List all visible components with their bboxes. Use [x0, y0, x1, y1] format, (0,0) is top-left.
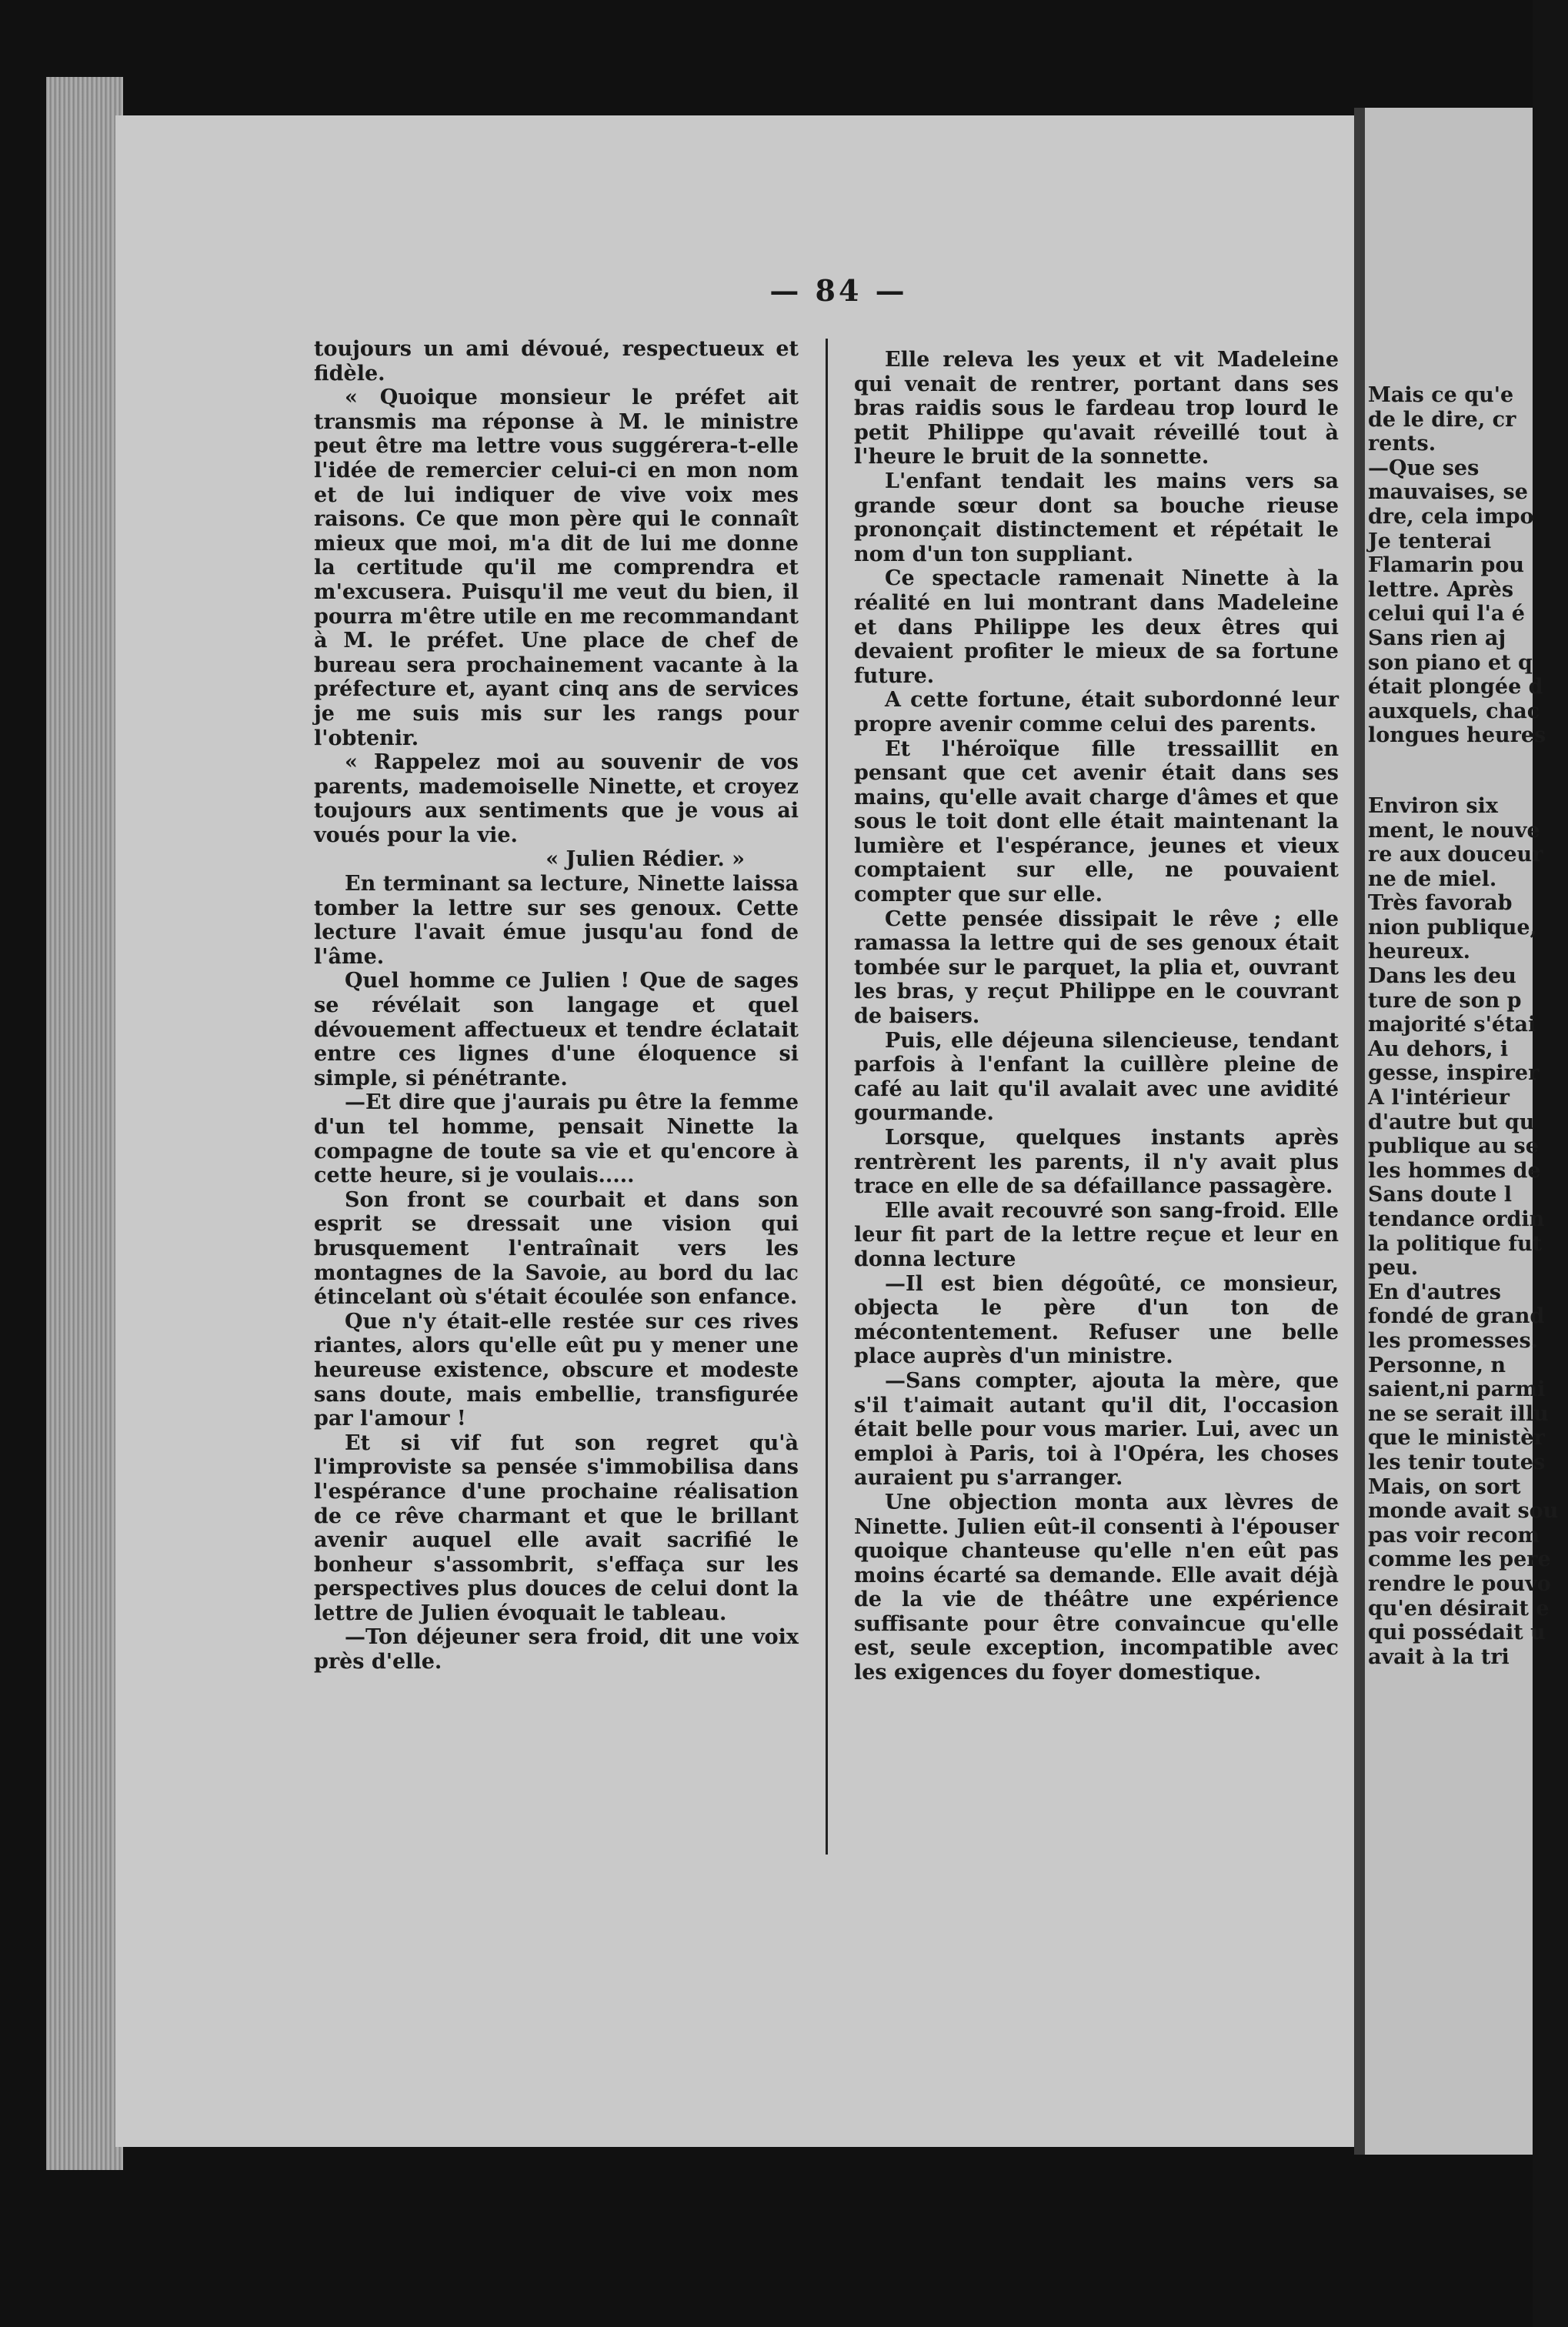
text-line: ture de son p	[1368, 988, 1522, 1013]
text-line: A l'intérieur	[1368, 1086, 1510, 1110]
text-line: celui qui l'a é	[1368, 602, 1525, 626]
paragraph: Son front se courbait et dans son esprit se dressait une vision qui brusquement l'entraînait vers les montagnes de la Savoie, au bord du lac étincelant où s'était écoulée son enfance.	[314, 1187, 799, 1310]
text-line: les promesses.	[1368, 1328, 1539, 1353]
book-gutter	[1354, 108, 1365, 2155]
text-line: les hommes de	[1368, 1158, 1541, 1183]
column-rule	[826, 339, 828, 1855]
paragraph: Et si vif fut son regret qu'à l'improviste sa pensée s'immobilisa dans l'espérance d'une prochaine réalisation de ce rêve charmant et que le brillant avenir auquel elle avait sacrifié le bonheur s'assombrit, s'effaça sur les perspectives plus douces de celui dont la lettre de Julien évoquait le tableau.	[314, 1431, 799, 1625]
text-line: avait à la tri	[1368, 1644, 1510, 1669]
paragraph: Et l'héroïque fille tressaillit en pensant que cet avenir était dans ses mains, qu'elle avait charge d'âmes et que sous le toit dont elle était maintenant la lumière et l'espérance, jeunes et vieux comptaient sur elle, ne pouvaient compter que sur elle.	[854, 736, 1339, 907]
text-line: heureux.	[1368, 940, 1470, 964]
paragraph: « Rappelez moi au souvenir de vos parents, mademoiselle Ninette, et croyez toujours aux sentiments que je vous ai voués pour la vie.	[314, 750, 799, 847]
paragraph: —Il est bien dégoûté, ce monsieur, objecta le père d'un ton de mécontentement. Refuser une belle place auprès d'un ministre.	[854, 1271, 1339, 1369]
text-line: qui possédait u	[1368, 1621, 1546, 1645]
text-line: rents.	[1368, 432, 1436, 456]
left-column	[314, 337, 799, 1674]
text-line: —Que ses	[1368, 456, 1480, 480]
paragraph: « Julien Rédier. »	[545, 847, 745, 872]
text-line: nion publique,	[1368, 915, 1537, 940]
text-line: Environ six	[1368, 793, 1498, 818]
paragraph: Puis, elle déjeuna silencieuse, tendant parfois à l'enfant la cuillère pleine de café au lait qu'il avalait avec une avidité gourmande.	[854, 1028, 1339, 1126]
paragraph: En terminant sa lecture, Ninette laissa tomber la lettre sur ses genoux. Cette lecture l'avait émue jusqu'au fond de l'âme.	[314, 872, 799, 969]
paragraph: Ce spectacle ramenait Ninette à la réalité en lui montrant dans Madeleine et dans Philippe les deux êtres qui devaient profiter le mieux de sa fortune future.	[854, 566, 1339, 688]
paragraph: —Sans compter, ajouta la mère, que s'il t'aimait autant qu'il dit, l'occasion était belle pour vous marier. Lui, avec un emploi à Paris, toi à l'Opéra, les choses auraient pu s'arranger.	[854, 1368, 1339, 1491]
text-line: comme les pere	[1368, 1547, 1551, 1572]
text-line: Mais, on sort	[1368, 1474, 1521, 1499]
text-line: d'autre but qu	[1368, 1110, 1535, 1134]
text-line: re aux douceur	[1368, 843, 1543, 867]
text-line: tendance ordin	[1368, 1207, 1545, 1231]
text-line: ment, le nouve	[1368, 818, 1540, 843]
paragraph: Une objection monta aux lèvres de Ninette. Julien eût-il consenti à l'épouser quoique chanteuse qu'elle n'en eût pas moins écarté sa demande. Elle avait déjà de la vie de théâtre une expérience suffisante pour être convaincue qu'elle est, seule exception, incompatible avec les exigences du foyer domestique.	[854, 1490, 1339, 1685]
text-line: fondé de grand	[1368, 1304, 1545, 1329]
text-line: qu'en désirait e	[1368, 1596, 1550, 1621]
text-line: Sans doute l	[1368, 1183, 1513, 1207]
text-line: la politique fut	[1368, 1231, 1543, 1256]
text-line: publique au se	[1368, 1134, 1539, 1159]
text-line: Personne, n	[1368, 1353, 1506, 1377]
text-line: peu.	[1368, 1256, 1419, 1280]
right-page	[1365, 108, 1559, 2155]
text-line: pas voir recom	[1368, 1523, 1540, 1547]
page-number: — 84 —	[769, 273, 908, 308]
text-line: les tenir toutes	[1368, 1450, 1546, 1474]
text-line: longues heures	[1368, 723, 1546, 748]
text-line: Au dehors, i	[1368, 1037, 1509, 1061]
text-line: Flamarin pou	[1368, 553, 1525, 578]
text-line: lettre. Après	[1368, 577, 1514, 602]
paragraph: Elle avait recouvré son sang-froid. Elle leur fit part de la lettre reçue et leur en donna lecture	[854, 1198, 1339, 1271]
right-column-top	[1368, 383, 1568, 748]
paragraph: toujours un ami dévoué, respectueux et fidèle.	[314, 337, 799, 386]
right-column-bottom	[1368, 794, 1568, 1669]
text-line: monde avait sou	[1368, 1499, 1559, 1524]
paragraph: Cette pensée dissipait le rêve ; elle ramassa la lettre qui de ses genoux était tombée sur le parquet, la plia et, ouvrant les bras, y reçut Philippe en le couvrant de baisers.	[854, 906, 1339, 1029]
text-line: auxquels, chac	[1368, 699, 1540, 723]
text-line: rendre le pouvo	[1368, 1571, 1551, 1596]
paragraph: Lorsque, quelques instants après rentrèrent les parents, il n'y avait plus trace en elle de sa défaillance passagère.	[854, 1126, 1339, 1199]
page-edges	[46, 77, 123, 2170]
text-line: saient,ni parmi	[1368, 1377, 1546, 1402]
text-line: Très favorab	[1368, 891, 1513, 916]
middle-column	[854, 348, 1339, 1685]
text-line: ne se serait illu	[1368, 1401, 1549, 1426]
text-line: Sans rien aj	[1368, 626, 1506, 650]
paragraph: —Et dire que j'aurais pu être la femme d'un tel homme, pensait Ninette la compagne de toute sa vie et qu'encore à cette heure, si je voulais.....	[314, 1090, 799, 1188]
paragraph: Que n'y était-elle restée sur ces rives riantes, alors qu'elle eût pu y mener une heureuse existence, obscure et modeste sans doute, mais embellie, transfigurée par l'amour !	[314, 1309, 799, 1431]
paragraph: A cette fortune, était subordonné leur propre avenir comme celui des parents.	[854, 688, 1339, 736]
text-line: de le dire, cr	[1368, 407, 1516, 432]
right-column	[1368, 383, 1568, 1669]
text-line: était plongée d	[1368, 675, 1543, 699]
paragraph: Elle releva les yeux et vit Madeleine qui venait de rentrer, portant dans ses bras raidis sous le fardeau trop lourd le petit Philippe qu'avait réveillé tout à l'heure le bruit de la sonnette.	[854, 348, 1339, 469]
text-line: Je tenterai	[1368, 529, 1492, 553]
text-line: mauvaises, se	[1368, 480, 1528, 505]
text-line: Mais ce qu'e	[1368, 383, 1514, 407]
text-line: En d'autres	[1368, 1280, 1501, 1304]
text-line: son piano et q	[1368, 650, 1533, 675]
text-line: gesse, inspirer	[1368, 1061, 1540, 1086]
text-line: ne de miel.	[1368, 866, 1497, 891]
paragraph: L'enfant tendait les mains vers sa grande sœur dont sa bouche rieuse prononçait distinctement et répétait le nom d'un ton suppliant.	[854, 469, 1339, 566]
text-line: Dans les deu	[1368, 964, 1516, 989]
text-line: majorité s'étai	[1368, 1013, 1536, 1037]
paragraph: —Ton déjeuner sera froid, dit une voix près d'elle.	[314, 1625, 799, 1674]
text-line: que le ministèr	[1368, 1426, 1545, 1451]
paragraph: Quel homme ce Julien ! Que de sages se révélait son langage et quel dévouement affectueux et tendre éclatait entre ces lignes d'une éloquence si simple, si pénétrante.	[314, 969, 799, 1090]
paragraph: « Quoique monsieur le préfet ait transmis ma réponse à M. le ministre peut être ma lettre vous suggérera-t-elle l'idée de remercier celui-ci en mon nom et de lui indiquer de vive voix mes raisons. Ce que mon père qui le connaît mieux que moi, m'a dit de lui me donne la certitude qu'il me comprendra et m'excusera. Puisqu'il me veut du bien, il pourra m'être utile en me recommandant à M. le préfet. Une place de chef de bureau sera prochainement vacante à la préfecture et, ayant cinq ans de services je me suis mis sur les rangs pour l'obtenir.	[314, 386, 799, 750]
section-gap	[1368, 748, 1568, 794]
text-line: dre, cela impo	[1368, 504, 1534, 529]
